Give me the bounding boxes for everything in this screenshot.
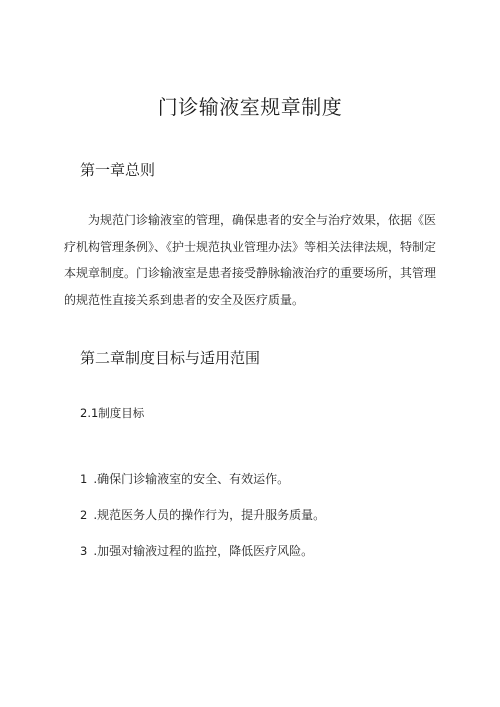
list-item-number: 1 xyxy=(80,472,88,486)
list-item-number: 2 xyxy=(80,508,88,522)
list-item xyxy=(80,506,325,542)
chapter-2-heading: 第二章制度目标与适用范围 xyxy=(80,349,261,367)
chapter-1-heading: 第一章总则 xyxy=(80,161,156,179)
list-item xyxy=(80,542,325,578)
objectives-list xyxy=(80,470,325,578)
list-item-number: 3 xyxy=(80,544,88,558)
list-item-text: .确保门诊输液室的安全、有效运作。 xyxy=(93,472,290,486)
chapter-1-paragraph: 为规范门诊输液室的管理，确保患者的安全与治疗效果，依据《医疗机构管理条例》、《护士规范执业管理办法》等相关法律法规，特制定本规章制度。门诊输液室是患者接受静脉输液治疗的重要场所，其管理的规范性直接关系到患者的安全及医疗质量。 xyxy=(64,213,437,307)
list-item-text: .规范医务人员的操作行为，提升服务质量。 xyxy=(93,508,326,522)
list-item xyxy=(80,470,325,506)
list-item-text: .加强对输液过程的监控，降低医疗风险。 xyxy=(93,544,314,558)
section-2-1-heading: 2.1制度目标 xyxy=(80,406,145,420)
document-title: 门诊输液室规章制度 xyxy=(157,95,343,119)
